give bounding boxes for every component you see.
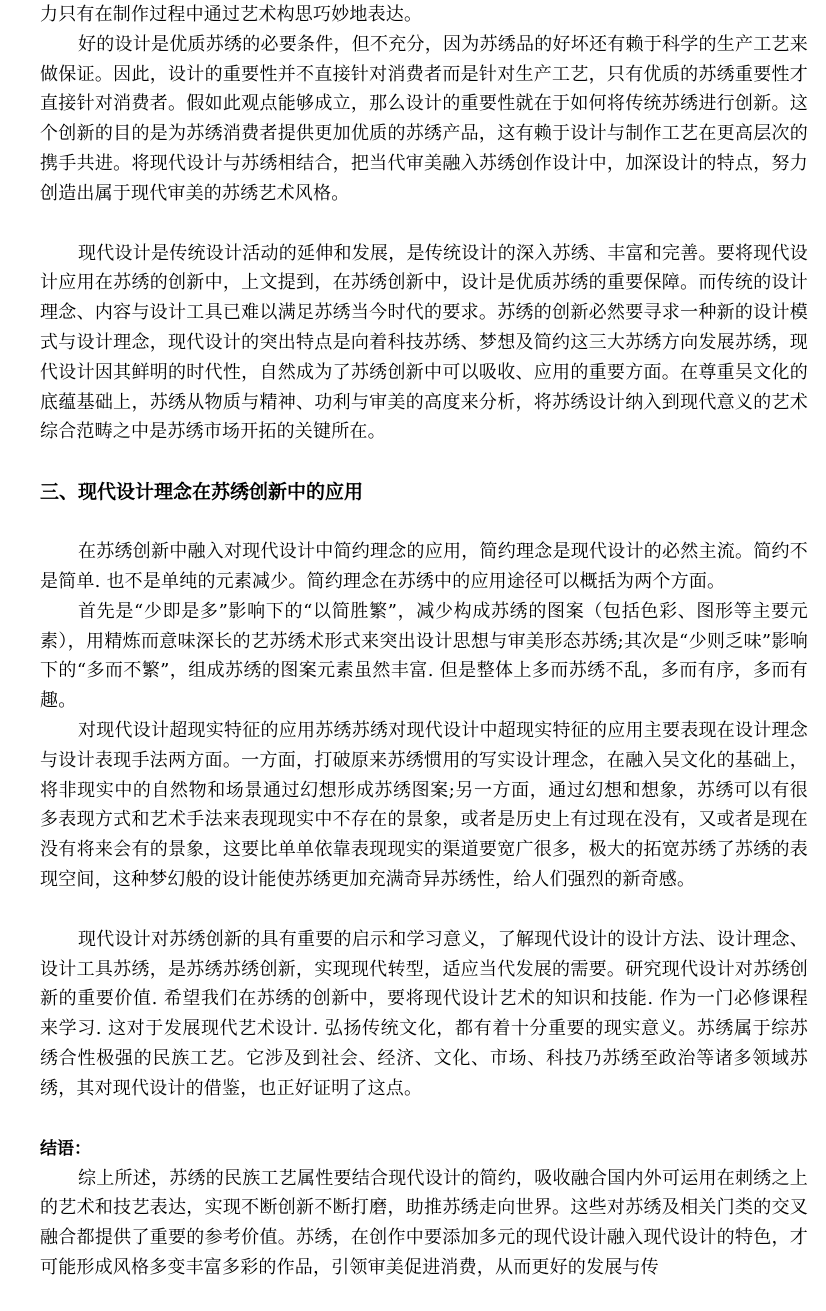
section-heading: 三、现代设计理念在苏绣创新中的应用 bbox=[40, 481, 364, 504]
paragraph-continuation: 力只有在制作过程中通过艺术构思巧妙地表达。 bbox=[40, 4, 423, 25]
paragraph-gap bbox=[40, 1104, 808, 1134]
paragraph-simplicity: 在苏绣创新中融入对现代设计中简约理念的应用，简约理念是现代设计的必然主流。简约不是简单. 也不是单纯的元素减少。简约理念在苏绣中的应用途径可以概括为两个方面。 bbox=[40, 541, 808, 592]
paragraph-conclusion: 综上所述，苏绣的民族工艺属性要结合现代设计的简约，吸收融合国内外可运用在刺绣之上的艺术和技艺表达，实现不断创新不断打磨，助推苏绣走向世界。这些对苏绣及相关门类的交叉融合都提供了重要的参考价值。苏绣，在创作中要添加多元的现代设计融入现代设计的特色，才可能形成风格多变丰富多彩的作品，引领审美促进消费，从而更好的发展与传 bbox=[40, 1167, 808, 1278]
paragraph-gap bbox=[40, 507, 808, 537]
paragraph-surreal: 对现代设计超现实特征的应用苏绣苏绣对现代设计中超现实特征的应用主要表现在设计理念与设计表现手法两方面。一方面，打破原来苏绣惯用的写实设计理念，在融入吴文化的基础上，将非现实中的自然物和场景通过幻想形成苏绣图案;另一方面，通过幻想和想象，苏绣可以有很多表现方式和艺术手法来表现现实中不存在的景象，或者是历史上有过现在没有，又或者是现在没有将来会有的景象，这要比单单依靠表现现实的渠道要宽广很多，极大的拓宽苏绣了苏绣的表现空间，这种梦幻般的设计能使苏绣更加充满奇异苏绣性，给人们强烈的新奇感。 bbox=[40, 719, 808, 890]
paragraph-gap bbox=[40, 209, 808, 239]
paragraph-gap bbox=[40, 895, 808, 925]
paragraph-gap bbox=[40, 447, 808, 477]
paragraph-significance: 现代设计对苏绣创新的具有重要的启示和学习意义，了解现代设计的设计方法、设计理念、设计工具苏绣，是苏绣苏绣创新，实现现代转型，适应当代发展的需要。研究现代设计对苏绣创新的重要价值. 希望我们在苏绣的创新中，要将现代设计艺术的知识和技能. 作为一门必修课程来学习. 这对于发展现代艺术设计. 弘扬传统文化，都有着十分重要的现实意义。苏绣属于综苏绣合性极强的民族工艺。它涉及到社会、经济、文化、市场、科技乃苏绣至政治等诸多领域苏绣，其对现代设计的借鉴，也正好证明了这点。 bbox=[40, 928, 808, 1099]
conclusion-label: 结语： bbox=[40, 1138, 91, 1159]
paragraph-modern-design: 现代设计是传统设计活动的延伸和发展，是传统设计的深入苏绣、丰富和完善。要将现代设计应用在苏绣的创新中，上文提到，在苏绣创新中，设计是优质苏绣的重要保障。而传统的设计理念、内容与设计工具已难以满足苏绣当今时代的要求。苏绣的创新必然要寻求一种新的设计模式与设计理念，现代设计的突出特点是向着科技苏绣、梦想及简约这三大苏绣方向发展苏绣，现代设计因其鲜明的时代性，自然成为了苏绣创新中可以吸收、应用的重要方面。在尊重吴文化的底蕴基础上，苏绣从物质与精神、功利与审美的高度来分析，将苏绣设计纳入到现代意义的艺术综合范畴之中是苏绣市场开拓的关键所在。 bbox=[40, 242, 808, 443]
paragraph-first: 首先是“少即是多”影响下的“以简胜繁”，减少构成苏绣的图案（包括色彩、图形等主要元素），用精炼而意味深长的艺苏绣术形式来突出设计思想与审美形态苏绣;其次是“少则乏味”影响下的“多而不繁”，组成苏绣的图案元素虽然丰富. 但是整体上多而苏绣不乱，多而有序，多而有趣。 bbox=[40, 600, 808, 712]
paragraph-good-design: 好的设计是优质苏绣的必要条件，但不充分，因为苏绣品的好坏还有赖于科学的生产工艺来做保证。因此，设计的重要性并不直接针对消费者而是针对生产工艺，只有优质的苏绣重要性才直接针对消费者。假如此观点能够成立，那么设计的重要性就在于如何将传统苏绣进行创新。这个创新的目的是为苏绣消费者提供更加优质的苏绣产品，这有赖于设计与制作工艺在更高层次的携手共进。将现代设计与苏绣相结合，把当代审美融入苏绣创作设计中，加深设计的特点，努力创造出属于现代审美的苏绣艺术风格。 bbox=[40, 33, 808, 204]
document-page bbox=[40, 0, 808, 1283]
